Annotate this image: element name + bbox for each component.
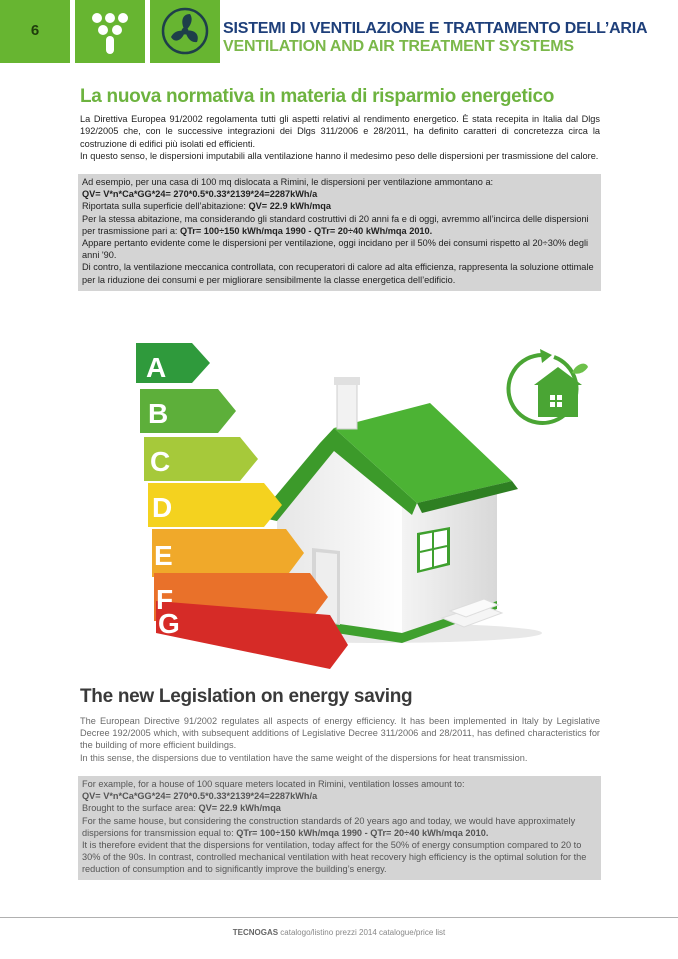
header-title-italian: SISTEMI DI VENTILAZIONE E TRATTAMENTO DELL’ARIA	[223, 20, 648, 37]
page-header	[0, 0, 678, 70]
energy-class-label: F	[156, 584, 174, 615]
energy-arrow-e	[152, 529, 304, 577]
italian-paragraph: In questo senso, le dispersioni imputabili alla ventilazione hanno il medesimo peso delle dispersioni per trasmissione del calore.	[80, 151, 599, 162]
footer-brand: TECNOGAS	[232, 928, 279, 937]
transmission-values: QTr= 100÷150 kWh/mqa 1990 - QTr= 20÷40 kWh/mqa 2010.	[180, 225, 433, 236]
box-line: Appare pertanto evidente come le dispersioni per ventilazione, oggi incidano per il 50% dei consumi rispetto al 20÷30% degli anni '90.	[82, 238, 589, 261]
formula: QV= V*n*Ca*GG*24= 270*0.5*0.33*2139*24=2287kWh/a	[82, 791, 318, 802]
dots-logo-icon	[75, 0, 145, 63]
energy-class-label: G	[158, 608, 180, 639]
fan-icon	[150, 0, 220, 63]
energy-house-image	[72, 333, 608, 676]
italian-heading: La nuova normativa in materia di risparmio energetico	[80, 86, 555, 107]
energy-class-label: C	[150, 446, 171, 477]
eco-house-icon	[509, 349, 588, 423]
box-line: Di contro, la ventilazione meccanica controllata, con recuperatori di calore ad alta efficienza, rappresenta la soluzione ottimale per la riduzione dei consumi e per migliorare sensibilmente la classe energetica dell’edificio.	[82, 262, 594, 285]
english-intro	[80, 715, 600, 764]
box-line: Per la stessa abitazione, ma considerando gli standard costruttivi di 20 anni fa e di oggi, avremmo all’incirca delle dispersioni per trasmissione pari a:	[82, 213, 589, 236]
energy-class-label: A	[146, 352, 167, 383]
page-number-block	[0, 0, 70, 63]
company-logo	[75, 0, 145, 63]
box-line: Ad esempio, per una casa di 100 mq dislocata a Rimini, le dispersioni per ventilazione ammontano a:	[82, 177, 494, 187]
english-heading: The new Legislation on energy saving	[80, 686, 413, 707]
surface-label: Brought to the surface area:	[82, 803, 199, 814]
english-example-box	[78, 776, 601, 880]
footer-divider	[0, 917, 678, 918]
english-paragraph: The European Directive 91/2002 regulates all aspects of energy efficiency. It has been implemented in Italy by Legislative Decree 192/2005 which, with subsequent additions of Legislative Decree 311/2006 and 28/2011, has defined characteristics for the building of more efficient buildings.	[80, 716, 600, 751]
surface-label: Riportata sulla superficie dell’abitazione:	[82, 201, 249, 212]
surface-value: QV= 22.9 kWh/mqa	[248, 201, 331, 212]
surface-value: QV= 22.9 kWh/mqa	[198, 803, 281, 814]
footer-text: catalogo/listino prezzi 2014 catalogue/price list	[278, 928, 446, 937]
energy-class-illustration	[72, 333, 608, 676]
energy-class-label: B	[148, 398, 169, 429]
ventilation-logo	[150, 0, 220, 63]
transmission-values: QTr= 100÷150 kWh/mqa 1990 - QTr= 20÷40 kWh/mqa 2010.	[236, 827, 489, 838]
formula: QV= V*n*Ca*GG*24= 270*0.5*0.33*2139*24=2287kWh/a	[82, 189, 318, 200]
italian-example-box	[78, 174, 601, 291]
box-line: It is therefore evident that the dispersions for ventilation, today affect for the 50% of energy consumption compared to 20 to 30% of the 90s. In contrast, controlled mechanical ventilation with heat recovery high efficiency is the optimal solution for the reduction of consumption and to significantly improve the building’s energy.	[82, 840, 587, 875]
energy-class-label: D	[152, 492, 173, 523]
italian-intro	[80, 113, 600, 163]
italian-paragraph: La Direttiva Europea 91/2002 regolamenta tutti gli aspetti relativi al rendimento energetico. È stata recepita in Italia dal Dlgs 192/2005 che, con le successive integrazioni dei Dlgs 311/2006 e 28/2011, ha definito caratteri di concretezza circa la costruzione di edifici più isolati ed efficienti.	[80, 114, 600, 149]
page-footer	[0, 928, 678, 937]
box-line: For example, for a house of 100 square meters located in Rimini, ventilation losses amount to:	[82, 779, 465, 789]
energy-class-label: E	[154, 540, 173, 571]
header-title-english: VENTILATION AND AIR TREATMENT SYSTEMS	[223, 38, 574, 55]
english-paragraph: In this sense, the dispersions due to ventilation have the same weight of the dispersions for heat transmission.	[80, 752, 528, 763]
page-number: 6	[30, 22, 40, 39]
box-line: For the same house, but considering the construction standards of 20 years ago and today, we would have approximately dispersions for transmission equal to:	[82, 815, 576, 838]
